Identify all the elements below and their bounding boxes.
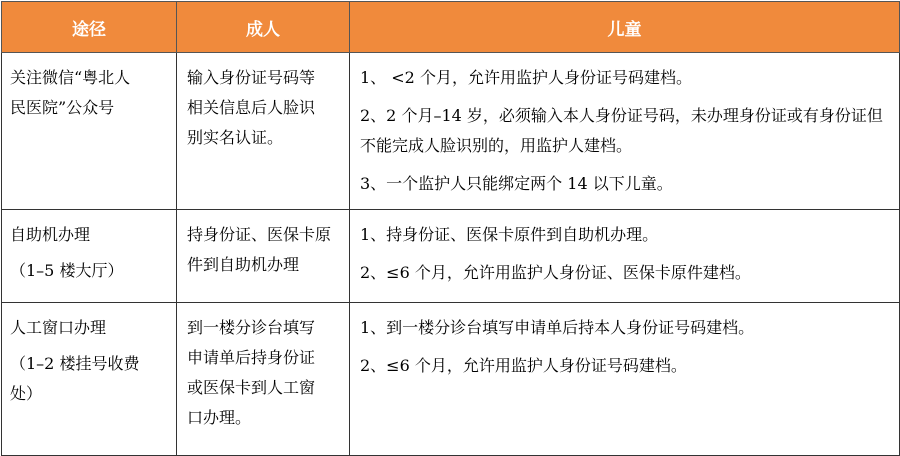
adult-text: 输入身份证号码等: [187, 68, 316, 87]
table-row: [2, 53, 900, 210]
table-row: [2, 210, 900, 303]
channel-cell-wechat: [2, 53, 177, 210]
child-rule: 3、一个监护人只能绑定两个 14 以下儿童。: [360, 174, 673, 193]
child-rule: 1、到一楼分诊台填写申请单后持本人身份证号码建档。: [360, 318, 755, 337]
registration-table-container: [1, 1, 899, 445]
adult-text: 持身份证、医保卡原: [187, 225, 332, 244]
channel-text: 自助机办理: [10, 225, 91, 244]
child-rule: 2、2 个月–14 岁，必须输入本人身份证号码，未办理身份证或有身份证但不能完成人脸识别的，用监护人建档。: [360, 106, 883, 155]
header-channel: 途径: [2, 2, 177, 53]
header-child: 儿童: [350, 2, 900, 53]
child-rule: 2、≤6 个月，允许用监护人身份证、医保卡原件建档。: [360, 263, 751, 282]
adult-text: 件到自助机办理: [187, 255, 300, 274]
child-cell-wechat: [350, 53, 900, 210]
adult-text: 别实名认证。: [187, 128, 284, 147]
child-cell-kiosk: [350, 210, 900, 303]
child-cell-counter: [350, 303, 900, 456]
table-header-row: [2, 2, 900, 53]
header-adult: 成人: [177, 2, 350, 53]
channel-text: 处）: [10, 384, 43, 403]
channel-cell-kiosk: [2, 210, 177, 303]
adult-text: 或医保卡到人工窗: [187, 378, 316, 397]
adult-cell-counter: [177, 303, 350, 456]
channel-text: （1–5 楼大厅）: [10, 261, 124, 280]
adult-cell-kiosk: [177, 210, 350, 303]
channel-text: 人工窗口办理: [10, 318, 107, 337]
adult-text: 到一楼分诊台填写: [187, 318, 316, 337]
adult-text: 相关信息后人脸识: [187, 98, 316, 117]
table-row: [2, 303, 900, 456]
channel-text: 关注微信“粤北人: [10, 68, 131, 87]
channel-text: （1–2 楼挂号收费: [10, 354, 140, 373]
adult-text: 申请单后持身份证: [187, 348, 316, 367]
child-rule: 1、持身份证、医保卡原件到自助机办理。: [360, 225, 659, 244]
adult-text: 口办理。: [187, 408, 252, 427]
child-rule: 2、≤6 个月，允许用监护人身份证号码建档。: [360, 356, 687, 375]
child-rule: 1、 <2 个月，允许用监护人身份证号码建档。: [360, 68, 692, 87]
registration-methods-table: [1, 1, 900, 456]
adult-cell-wechat: [177, 53, 350, 210]
channel-cell-counter: [2, 303, 177, 456]
channel-text: 民医院”公众号: [10, 98, 115, 117]
